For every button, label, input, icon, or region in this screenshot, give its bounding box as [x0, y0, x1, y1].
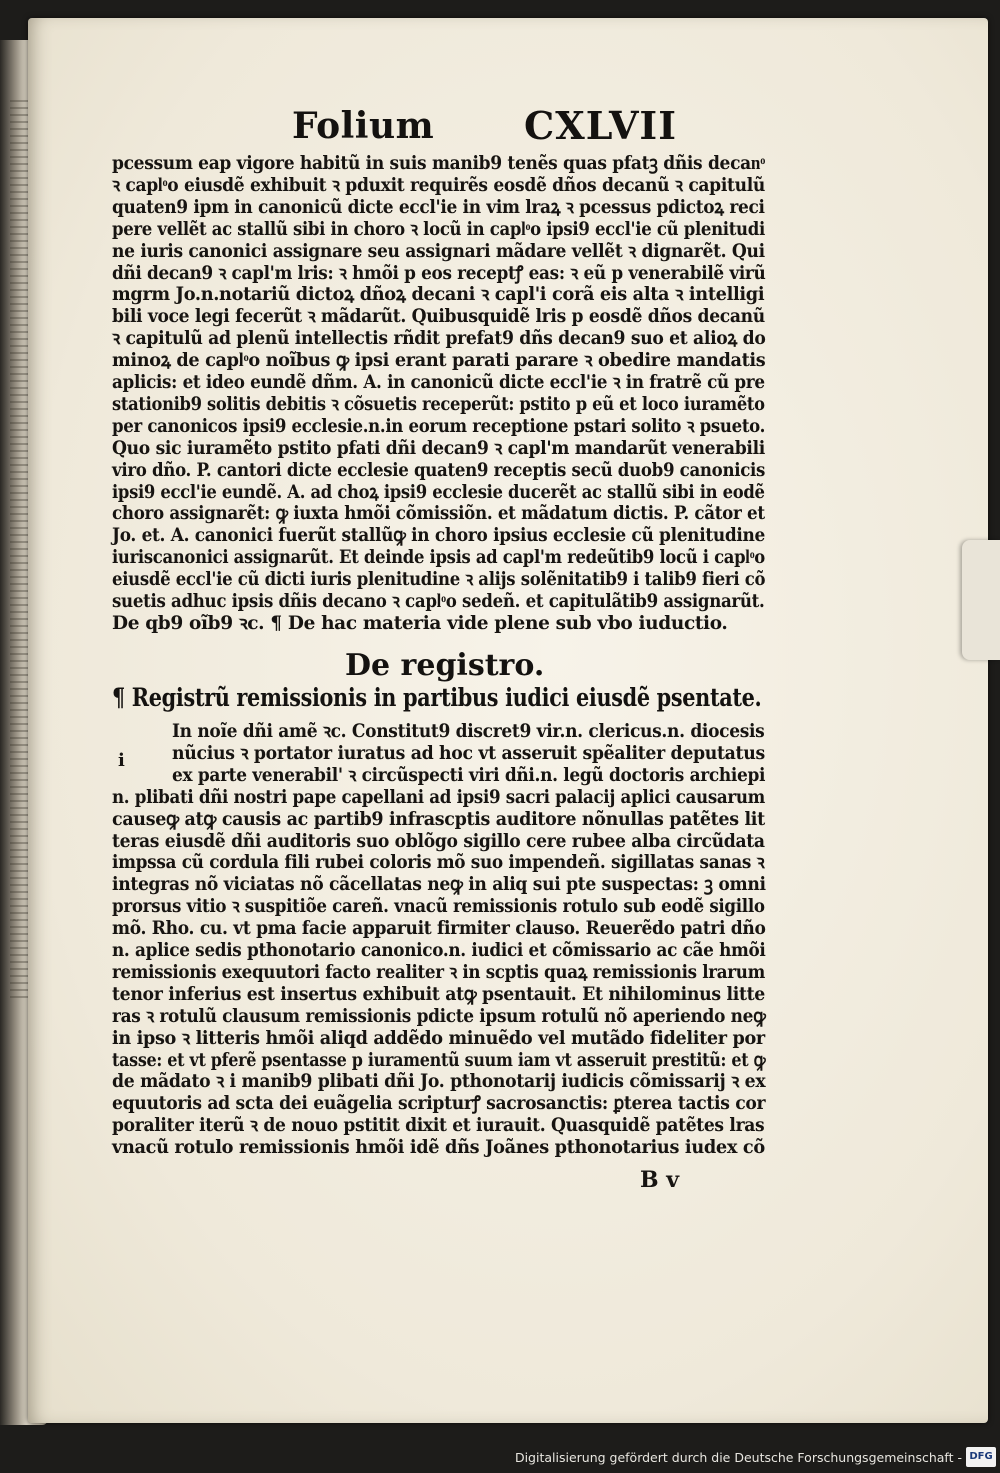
text-line: integras nõ viciatas nõ cãcellatas neꝙ in aliq sui pte suspectas: ꝫ omni [112, 874, 766, 896]
dfg-logo: DFG [966, 1447, 996, 1467]
text-line: eiusdẽ eccl'ie cũ dicti iuris plenitudine ꝛ alijs solẽnitatib9 i talib9 fieri cõ [112, 569, 766, 591]
text-line: vnacũ rotulo remissionis hmõi idẽ dñs Joãnes pthonotarius iudex cõ [112, 1137, 765, 1159]
text-line: remissionis exequutori facto realiter ꝛ in scptis quaꝝ remissionis lrarum [112, 961, 765, 983]
text-line: n. aplice sedis pthonotario canonico.n. iudici et cõmissario ac cãe hmõi [112, 940, 766, 961]
text-line: tasse: et vt pferẽ psentasse p iuramentũ suum iam vt asseruit prestitũ: et ꝙ [112, 1049, 766, 1071]
section-title: De registro. [345, 648, 545, 683]
text-line: ꝛ capitulũ ad plenũ intellectis rñdit prefat9 dñs decan9 suo et alioꝝ do [112, 328, 766, 350]
text-line: nũcius ꝛ portator iuratus ad hoc vt asseruit spẽaliter deputatus [172, 742, 765, 764]
text-line: minoꝝ de caplͦo noĩbus ꝙ ipsi erant parati parare ꝛ obedire mandatis [112, 350, 766, 372]
text-line: ipsi9 eccl'ie eundẽ. A. ad choꝝ ipsi9 ecclesie ducerẽt ac stallũ sibi in eodẽ [112, 481, 765, 503]
text-line: De qb9 oĩb9 ꝛc. ¶ De hac materia vide plene sub vbo iuductio. [112, 612, 728, 634]
section-subtitle: ¶ Registrũ remissionis in partibus iudici eiusdẽ psentate. [112, 683, 762, 712]
text-line: causeꝙ atꝙ causis ac partib9 infrascptis auditore nõnullas patẽtes lit [112, 808, 765, 830]
text-line: ꝛ caplͦo eiusdẽ exhibuit ꝛ pduxit requirẽs eosdẽ dños decanũ ꝛ capitulũ [112, 174, 765, 196]
page-header-folium: Folium [292, 105, 435, 147]
text-line: quaten9 ipm in canonicũ dicte eccl'ie in vim lraꝝ ꝛ pcessus pdictoꝝ reci [112, 196, 765, 218]
text-line: Jo. et. A. canonici fuerũt stallũꝙ in choro ipsius ecclesie cũ plenitudine [112, 525, 766, 547]
signature-mark: B v [640, 1167, 680, 1193]
footer-credit: Digitalisierung gefördert durch die Deutsche Forschungsgemeinschaft - [514, 1450, 962, 1465]
text-line: prorsus vitio ꝛ suspitiõe careñ. vnacũ remissionis rotulo sub eodẽ sigillo [112, 896, 765, 918]
text-line: viro dño. P. cantori dicte ecclesie quaten9 receptis secũ duob9 canonicis [112, 459, 766, 481]
text-line: poraliter iterũ ꝛ de nouo pstitit dixit et iurauit. Quasquidẽ patẽtes lras [112, 1115, 765, 1137]
text-line: ne iuris canonici assignare seu assignari mãdare vellẽt ꝛ dignarẽt. Qui [112, 240, 765, 262]
text-line: mõ. Rho. cu. vt pma facie apparuit firmiter clauso. Reuerẽdo patri dño [112, 918, 766, 940]
text-line: choro assignarẽt: ꝙ iuxta hmõi cõmissiõn. et mãdatum dictis. P. cãtor et [112, 503, 765, 525]
text-line: dñi decan9 ꝛ capl'm lris: ꝛ hmõi p eos receptꝭ eas: ꝛ eũ p venerabilẽ virũ [112, 262, 766, 284]
text-line: tenor inferius est insertus exhibuit atꝙ psentauit. Et nihilominus litte [112, 983, 765, 1005]
text-line: ras ꝛ rotulũ clausum remissionis pdicte ipsum rotulũ nõ aperiendo neꝙ [112, 1005, 766, 1027]
page-header-folio-number: CXLVII [524, 103, 677, 148]
text-line: teras eiusdẽ dñi auditoris suo oblõgo sigillo cere rubee alba circũdata [112, 830, 765, 852]
page-tab-marker [962, 540, 1000, 660]
text-line: equutoris ad scta dei euãgelia scripturꝭ sacrosanctis: ꝑterea tactis cor [112, 1093, 766, 1115]
marginal-note: i [118, 750, 125, 771]
text-line: Quo sic iuramẽto pstito pfati dñi decan9 ꝛ capl'm mandarũt venerabili [112, 437, 766, 459]
text-line: in ipso ꝛ litteris hmõi aliqd addẽdo minuẽdo vel mutãdo fideliter por [112, 1027, 765, 1049]
text-line: de mãdato ꝛ i manib9 plibati dñi Jo. pthonotarij iudicis cõmissarij ꝛ ex [112, 1071, 766, 1093]
text-line: n. plibati dñi nostri pape capellani ad ipsi9 sacri palacij aplici causarum [112, 786, 765, 808]
text-line: pcessum eap vigore habitũ in suis manib9 tenẽs quas pfatꝫ dñis decanͦ [112, 153, 765, 174]
text-line: per canonicos ipsi9 ecclesie.n.in eorum receptione pstari solito ꝛ psueto. [112, 415, 766, 437]
text-line: impssa cũ cordula fili rubei coloris mõ suo impendeñ. sigillatas sanas ꝛ [112, 852, 765, 874]
text-line: pere vellẽt ac stallũ sibi in choro ꝛ locũ in caplͦo ipsi9 eccl'ie cũ plenitudi [112, 218, 765, 240]
text-line: aplicis: et ideo eundẽ dñm. A. in canonicũ dicte eccl'ie ꝛ in fratrẽ cũ pre [112, 372, 765, 393]
text-line: iuriscanonici assignarũt. Et deinde ipsis ad capl'm redeũtib9 locũ i caplͦo [112, 547, 765, 569]
text-line: In noĩe dñi amẽ ꝛc. Constitut9 discret9 vir.n. clericus.n. diocesis [172, 721, 765, 742]
text-line: stationib9 solitis debitis ꝛ cõsuetis receperũt: pstito p eũ et loco iuramẽto [112, 393, 765, 415]
text-line: ex parte venerabil' ꝛ circũspecti viri dñi.n. legũ doctoris archiepi [172, 764, 766, 786]
text-line: mgrm Jo.n.notariũ dictoꝝ dñoꝝ decani ꝛ capl'i corã eis alta ꝛ intelligi [112, 284, 765, 306]
text-line: bili voce legi fecerũt ꝛ mãdarũt. Quibusquidẽ lris p eosdẽ dños decanũ [112, 306, 765, 328]
text-line: suetis adhuc ipsis dñis decano ꝛ caplͦo sedeñ. et capitulãtib9 assignarũt. [112, 591, 765, 612]
